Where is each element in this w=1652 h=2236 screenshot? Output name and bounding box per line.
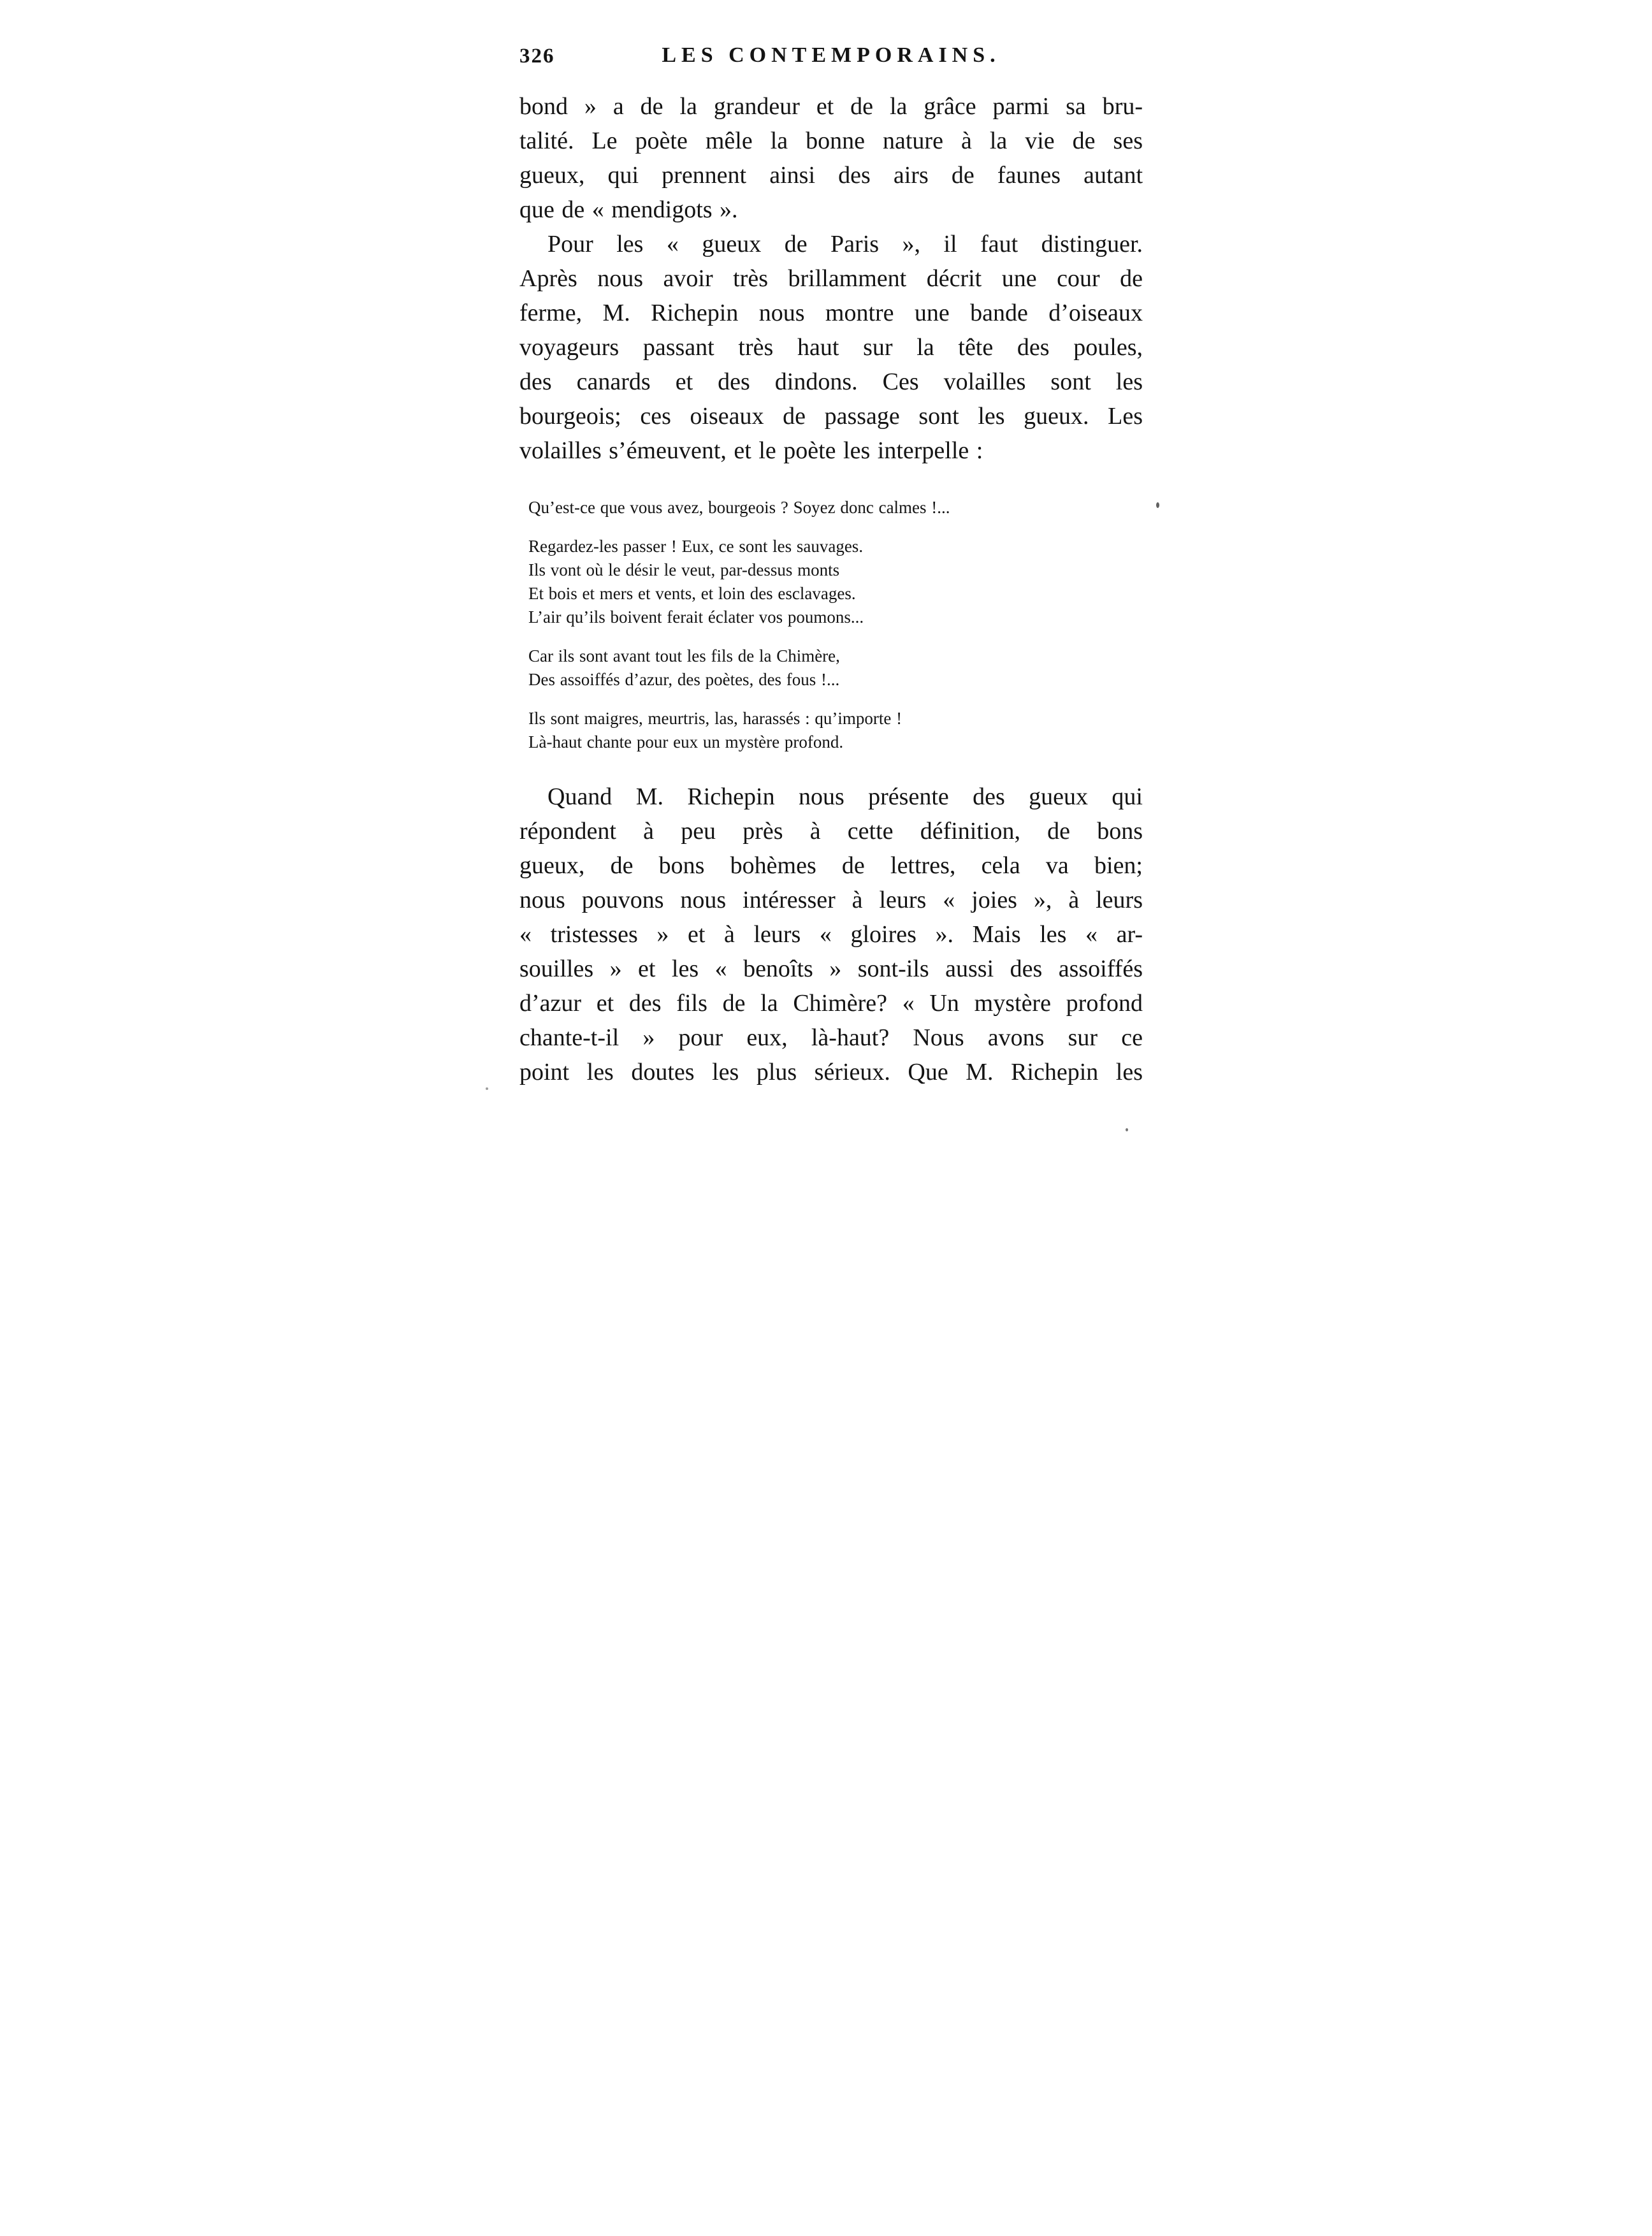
verse-stanza — [519, 496, 1143, 519]
text-line: souilles » et les « benoîts » sont-ils aussi des assoiffés — [519, 955, 1143, 982]
text-line: d’azur et des fils de la Chimère? « Un mystère profond — [519, 990, 1143, 1017]
text-line: Car ils sont avant tout les fils de la Chimère, — [528, 646, 840, 665]
paragraph — [519, 780, 1143, 1089]
paragraph — [519, 227, 1143, 468]
text-line: répondent à peu près à cette définition, de bons — [519, 818, 1143, 845]
scan-speck — [486, 1087, 488, 1090]
text-line: Là-haut chante pour eux un mystère profond. — [528, 732, 844, 751]
text-line: des canards et des dindons. Ces volailles sont les — [519, 368, 1143, 395]
text-line: point les doutes les plus sérieux. Que M. Richepin les — [519, 1059, 1143, 1085]
text-line: Après nous avoir très brillamment décrit une cour de — [519, 265, 1143, 292]
paragraph — [519, 89, 1143, 227]
verse-stanza — [519, 644, 1143, 692]
text-line: gueux, de bons bohèmes de lettres, cela va bien; — [519, 852, 1143, 879]
verse-stanza — [519, 535, 1143, 629]
text-line: chante-t-il » pour eux, là-haut? Nous avons sur ce — [519, 1024, 1143, 1051]
text-line: Ils sont maigres, meurtris, las, harassés : qu’importe ! — [528, 709, 902, 728]
scan-speck — [1156, 502, 1159, 508]
text-column — [519, 89, 1143, 1089]
text-line: talité. Le poète mêle la bonne nature à la vie de ses — [519, 127, 1143, 154]
text-line: Qu’est-ce que vous avez, bourgeois ? Soyez donc calmes !... — [528, 498, 950, 517]
page-number: 326 — [519, 45, 555, 68]
text-line: Quand M. Richepin nous présente des gueux qui — [547, 783, 1143, 810]
verse-stanza — [519, 707, 1143, 754]
text-line: que de « mendigots ». — [519, 196, 738, 223]
text-line: volailles s’émeuvent, et le poète les interpelle : — [519, 437, 983, 464]
text-line: Ils vont où le désir le veut, par-dessus monts — [528, 560, 840, 579]
text-line: Pour les « gueux de Paris », il faut distinguer. — [547, 231, 1143, 258]
text-line: Et bois et mers et vents, et loin des esclavages. — [528, 584, 856, 603]
text-line: « tristesses » et à leurs « gloires ». Mais les « ar- — [519, 921, 1143, 948]
text-line: Regardez-les passer ! Eux, ce sont les sauvages. — [528, 537, 864, 556]
text-line: nous pouvons nous intéresser à leurs « joies », à leurs — [519, 887, 1143, 913]
text-line: voyageurs passant très haut sur la tête des poules, — [519, 334, 1143, 361]
running-title: LES CONTEMPORAINS. — [662, 43, 1001, 67]
text-line: ferme, M. Richepin nous montre une bande d’oiseaux — [519, 300, 1143, 326]
text-line: L’air qu’ils boivent ferait éclater vos poumons... — [528, 607, 864, 627]
text-line: bourgeois; ces oiseaux de passage sont les gueux. Les — [519, 403, 1143, 430]
scan-speck — [1126, 1128, 1128, 1131]
text-line: bond » a de la grandeur et de la grâce parmi sa bru- — [519, 93, 1143, 120]
text-line: gueux, qui prennent ainsi des airs de faunes autant — [519, 162, 1143, 189]
text-line: Des assoiffés d’azur, des poètes, des fous !... — [528, 670, 840, 689]
running-header — [519, 43, 1143, 71]
